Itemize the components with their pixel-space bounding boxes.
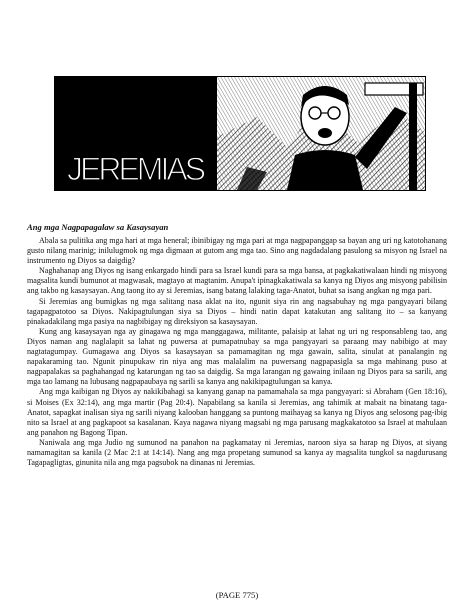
paragraph: Si Jeremias ang bumigkas ng mga salitang nasa aklat na ito, ngunit siya rin ang nagsabuhay ng mga pangyayari bilang tagapagpatotoo sa Diyos. Nakipagtulungan siya sa Diyos – hindi natin dapat katakutan ang salitang ito – sa kanyang pinakadakilang mga pasiya na nagbibigay ng direksiyon sa kasaysayan. [27,296,447,326]
page-title: JEREMIAS [67,151,204,187]
paragraph: Naghahanap ang Diyos ng isang enkargado hindi para sa Israel kundi para sa mga bansa, at pagkakatiwalaan hindi ng misyong magsalita kundi bumunot at magwasak, magtayo at magtanim. Anupa't ipinagkakatiwala sa kanya ng Diyos ang misyong pabilisin ang takbo ng kasaysayan. Ang taong ito ay si Jeremias, isang batang lalaking taga-Anatot, buhat sa isang angkan ng mga pari. [27,266,447,296]
paragraph: Kung ang kasaysayan nga ay ginagawa ng mga manggagawa, militante, palaisip at lahat ng uri ng responsableng tao, ang Diyos naman ang naglalapit sa lahat ng puwersa at pumapatnubay sa mga pangyayari sa paraang may nabibigo at may nagtatagumpay. Gumagawa ang Diyos sa kasaysayan sa pamamagitan ng mga gawain, salita, sinulat at panalangin ng napakaraming tao. Ngunit pinupukaw rin niya ang mas malalalim na puwersang nagpapasigla sa mga mahinang puso at nagpapalakas sa paghahangad ng katarungan ng tao sa daigdig. Sa mga larangan ng gawaing inilaan ng Diyos para sa sarili, ang mga tao lamang na lubusang nagpapaubaya ng sarili sa kanya ang nakikipagtulungan sa kanya. [27,326,447,387]
section-title: Ang mga Nagpapagalaw sa Kasaysayan [27,222,169,232]
page-number: (PAGE 775) [215,590,259,600]
paragraph: Abala sa pulitika ang mga hari at mga heneral; ibinibigay ng mga pari at mga nagpapanggap sa bayan ang uri ng katotohanang gusto nilang marinig; inilulugmok ng mga digmaan at gutom ang mga tao. Sino ang nagdadalang pasulong sa misyon ng Israel na instrumento ng Diyos sa daigdig? [27,236,447,266]
title-banner [54,76,426,191]
article-body [27,236,447,468]
prophet-illustration [217,77,425,190]
paragraph: Naniwala ang mga Judio ng sumunod na panahon na pagkamatay ni Jeremias, naroon siya sa harap ng Diyos, at siyang namamagitan sa kanila (2 Mac 2:1 at 14:14). Nang ang mga propetang sumunod sa kanya ay magsalita tungkol sa nagdurusang Tagapagligtas, ginunita nila ang mga pagsubok na dinanas ni Jeremias. [27,437,447,468]
paragraph: Ang mga kaibigan ng Diyos ay nakikibahagi sa kanyang ganap na pamamahala sa mga pangyayari: si Abraham (Gen 18:16), si Moises (Ex 32:14), ang mga martir (Pag 20:4). Napabilang sa kanila si Jeremias, ang tahimik at mabait na binatang taga-Anatot, sapagkat inalisan siya ng sarili niyang kalooban hanggang sa puntong maihayag sa kanya ng Diyos ang selosong pag-ibig nito sa Israel at ang pagkapoot sa kasalanan. Kaya nagawa niyang magsabi ng mga parusang magkakatotoo sa Israel at mahulaan ang panahon ng Bagong Tipan. [27,387,447,437]
title-box [55,77,217,190]
